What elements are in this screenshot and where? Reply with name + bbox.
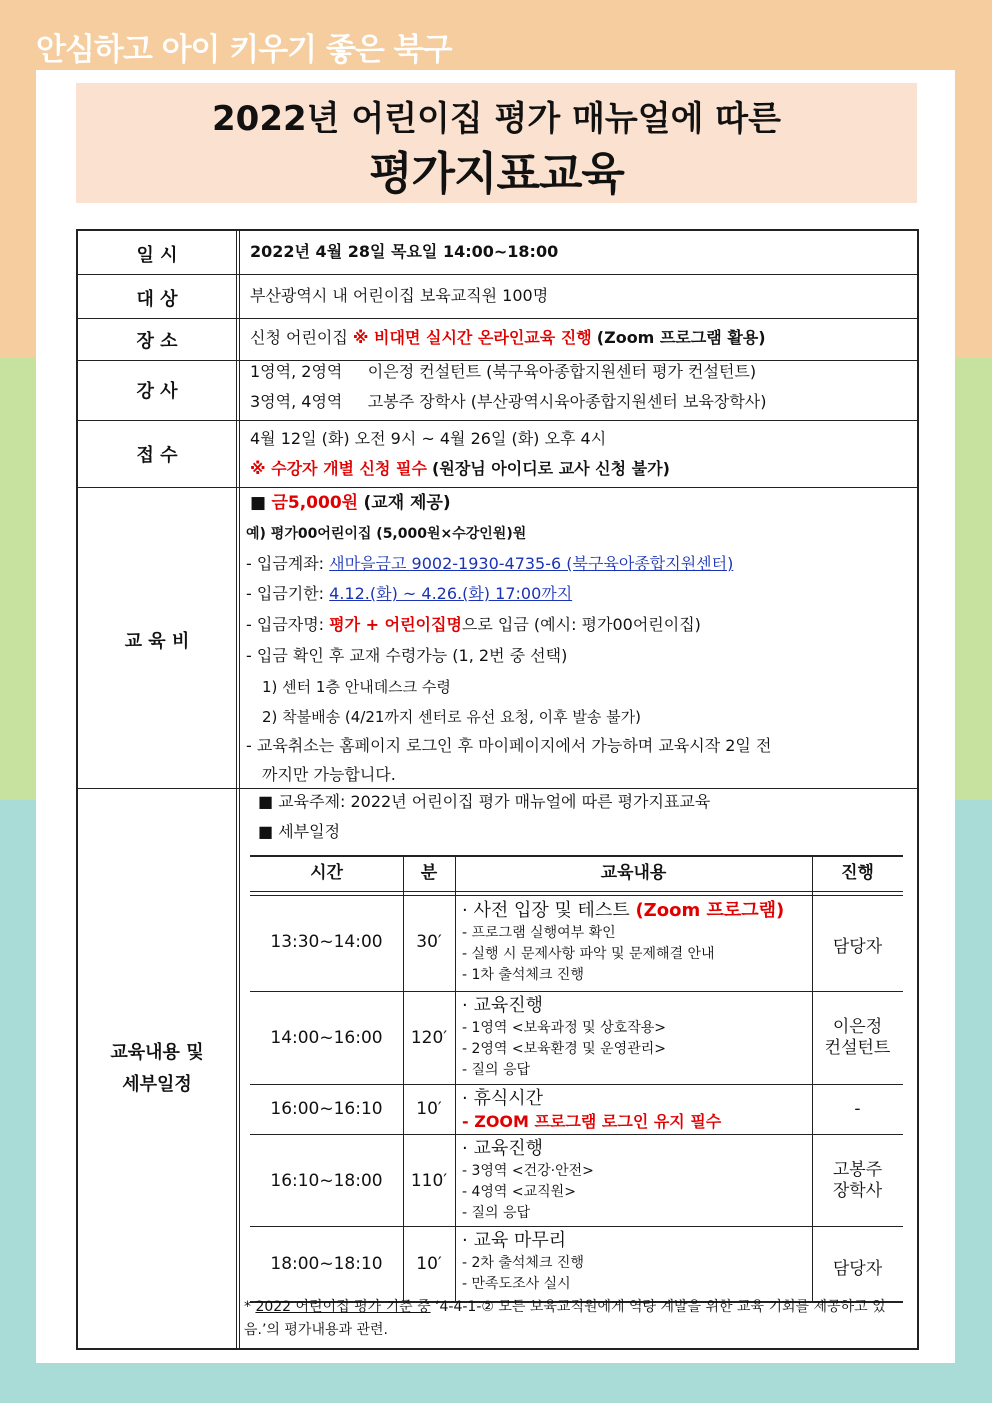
label-schedule (78, 1037, 236, 1101)
schedule-header-rule (250, 891, 903, 896)
fee-depositor-suffix: 으로 입금 (예시: 평가00어린이집) (461, 615, 701, 634)
schedule-content-item: - 질의 응답 (462, 1205, 531, 1221)
title-line2: 평가지표교육 (369, 147, 624, 200)
schedule-presenter: - (854, 1099, 861, 1119)
fee-cancel-2: 까지만 가능합니다. (262, 765, 396, 784)
schedule-content (462, 1086, 812, 1132)
fee-deadline (246, 579, 909, 609)
schedule-content (462, 1228, 812, 1295)
schedule-presenter: 이은정 컨설턴트 (824, 1017, 891, 1058)
label-schedule-line1: 교육내용 및 (110, 1042, 204, 1063)
schedule-content-item: - 4영역 <교직원> (462, 1184, 576, 1200)
schedule-time: 18:00~18:10 (270, 1254, 383, 1274)
fee-account (246, 549, 909, 579)
label-target: 대 상 (136, 289, 178, 310)
title-line1: 2022년 어린이집 평가 매뉴얼에 따른 (212, 99, 781, 139)
datetime-value: 2022년 4월 28일 목요일 14:00~18:00 (250, 242, 559, 261)
schedule-minutes: 10′ (416, 1254, 442, 1274)
fee-deadline-label: - 입금기한: (246, 584, 330, 603)
schedule-content-item: - 프로그램 실행여부 확인 (462, 925, 616, 941)
lecturer-line2 (250, 387, 909, 417)
schedule-row-divider (250, 1226, 903, 1227)
schedule-content-heading: · 교육진행 (462, 1138, 543, 1159)
schedule-minutes: 30′ (416, 932, 442, 952)
label-divider (236, 231, 240, 1348)
fee-account-label: - 입금계좌: (246, 554, 330, 573)
schedule-content-item: - 1차 출석체크 진행 (462, 967, 584, 983)
schedule-presenter: 고봉주 장학사 (832, 1160, 883, 1201)
reception-note (250, 454, 909, 484)
lecturer-area-1: 1영역, 2영역 (250, 362, 343, 381)
fee-bullet: ■ (250, 493, 267, 513)
schedule-content (462, 1136, 812, 1224)
footnote-star: * (244, 1299, 256, 1315)
schedule-content-heading: · 휴식시간 (462, 1088, 543, 1109)
schedule-minutes: 120′ (410, 1028, 448, 1048)
schedule-minutes: 10′ (416, 1099, 442, 1119)
row-divider (78, 274, 917, 275)
lecturer-line1 (250, 357, 909, 387)
place-value (250, 323, 909, 353)
row-divider (78, 420, 917, 421)
fee-depositor (246, 610, 909, 640)
fee-depositor-name: 평가 + 어린이집명 (329, 615, 462, 634)
footnote-underlined: 2022 어린이집 평가 기준 중 (255, 1299, 431, 1315)
schedule-header-by: 진행 (841, 863, 874, 883)
title-box (76, 83, 917, 203)
schedule-content-item: - 2영역 <보육환경 및 운영관리> (462, 1041, 666, 1057)
slogan: 안심하고 아이 키우기 좋은 북구 (36, 32, 452, 68)
reception-restriction: (원장님 아이디로 교사 신청 불가) (432, 459, 670, 478)
footnote-rest: ‘4-4-1-② 모든 보육교직원에게 역량 계발을 위한 교육 기회를 제공하고 있음.’의 평가내용과 관련. (244, 1299, 886, 1338)
schedule-content-item: - 만족도조사 실시 (462, 1276, 571, 1292)
fee-deadline-link[interactable]: 4.12.(화) ~ 4.26.(화) 17:00까지 (329, 584, 573, 603)
label-datetime: 일 시 (136, 245, 178, 266)
fee-cancel-1: - 교육취소는 홈페이지 로그인 후 마이페이지에서 가능하며 교육시작 2일 전 (246, 736, 772, 755)
col-divider (403, 855, 404, 1301)
lecturer-area-2: 3영역, 4영역 (250, 392, 343, 411)
schedule-content-item: - 실행 시 문제사항 파악 및 문제해결 안내 (462, 946, 715, 962)
schedule-topic: ■ 교육주제: 2022년 어린이집 평가 매뉴얼에 따른 평가지표교육 (258, 792, 711, 811)
schedule-presenter: 담당자 (832, 1259, 883, 1279)
fee-amount-value: 금5,000원 (271, 493, 359, 513)
schedule-content-item: - ZOOM 프로그램 로그인 유지 필수 (462, 1112, 722, 1131)
schedule-header-time: 시간 (310, 863, 343, 883)
label-schedule-line2: 세부일정 (122, 1074, 192, 1095)
schedule-content-item: - 3영역 <건강·안전> (462, 1163, 594, 1179)
reception-required: ※ 수강자 개별 신청 필수 (250, 459, 427, 478)
schedule-content-heading: · 교육 마무리 (462, 1230, 567, 1251)
lecturer-name-1: 이은정 컨설턴트 (북구육아종합지원센터 평가 컨설턴트) (367, 362, 757, 381)
place-prefix: 신청 어린이집 (250, 328, 348, 347)
col-divider (812, 855, 813, 1301)
schedule-row-divider (250, 1134, 903, 1135)
schedule-content (462, 993, 812, 1081)
label-place: 장 소 (136, 331, 178, 352)
schedule-minutes: 110′ (410, 1171, 448, 1191)
fee-confirm: - 입금 확인 후 교재 수령가능 (1, 2번 중 선택) (246, 646, 568, 665)
label-reception: 접 수 (136, 445, 178, 466)
schedule-presenter: 담당자 (832, 937, 883, 957)
target-value: 부산광역시 내 어린이집 보육교직원 100명 (250, 286, 549, 305)
schedule-content-heading: · 교육진행 (462, 995, 543, 1016)
schedule-time: 14:00~16:00 (270, 1028, 383, 1048)
info-table (76, 229, 919, 1350)
schedule-header-min: 분 (420, 863, 438, 883)
fee-option-2: 2) 착불배송 (4/21까지 센터로 유선 요청, 이후 발송 불가) (262, 708, 642, 726)
fee-account-link[interactable]: 새마을금고 9002-1930-4735-6 (북구육아종합지원센터) (329, 554, 734, 573)
schedule-time: 13:30~14:00 (270, 932, 383, 952)
lecturer-name-2: 고봉주 장학사 (부산광역시육아종합지원센터 보육장학사) (367, 392, 767, 411)
place-online-notice: ※ 비대면 실시간 온라인교육 진행 (352, 328, 592, 347)
schedule-time: 16:10~18:00 (270, 1171, 383, 1191)
schedule-content-item: - 1영역 <보육과정 및 상호작용> (462, 1020, 666, 1036)
fee-amount-note: (교재 제공) (363, 493, 451, 513)
schedule-header-content: 교육내용 (600, 863, 667, 883)
schedule-content-heading: · 사전 입장 및 테스트 (Zoom 프로그램) (462, 900, 785, 921)
fee-depositor-label: - 입금자명: (246, 615, 330, 634)
fee-option-1: 1) 센터 1층 안내데스크 수령 (262, 678, 451, 696)
footnote (244, 1296, 909, 1342)
label-fee: 교 육 비 (124, 631, 190, 652)
schedule-row-divider (250, 1084, 903, 1085)
schedule-content (462, 898, 812, 986)
row-divider (78, 318, 917, 319)
label-lecturer: 강 사 (136, 381, 178, 402)
fee-example: 예) 평가00어린이집 (5,000원×수강인원)원 (246, 526, 527, 542)
place-zoom-note: (Zoom 프로그램 활용) (596, 328, 766, 347)
schedule-time: 16:00~16:10 (270, 1099, 383, 1119)
schedule-row-divider (250, 991, 903, 992)
col-divider (455, 855, 456, 1301)
schedule-content-item: - 질의 응답 (462, 1062, 531, 1078)
reception-period: 4월 12일 (화) 오전 9시 ~ 4월 26일 (화) 오후 4시 (250, 429, 607, 448)
schedule-content-item: - 2차 출석체크 진행 (462, 1255, 584, 1271)
schedule-detail-heading: ■ 세부일정 (258, 822, 341, 841)
fee-amount (250, 488, 909, 518)
